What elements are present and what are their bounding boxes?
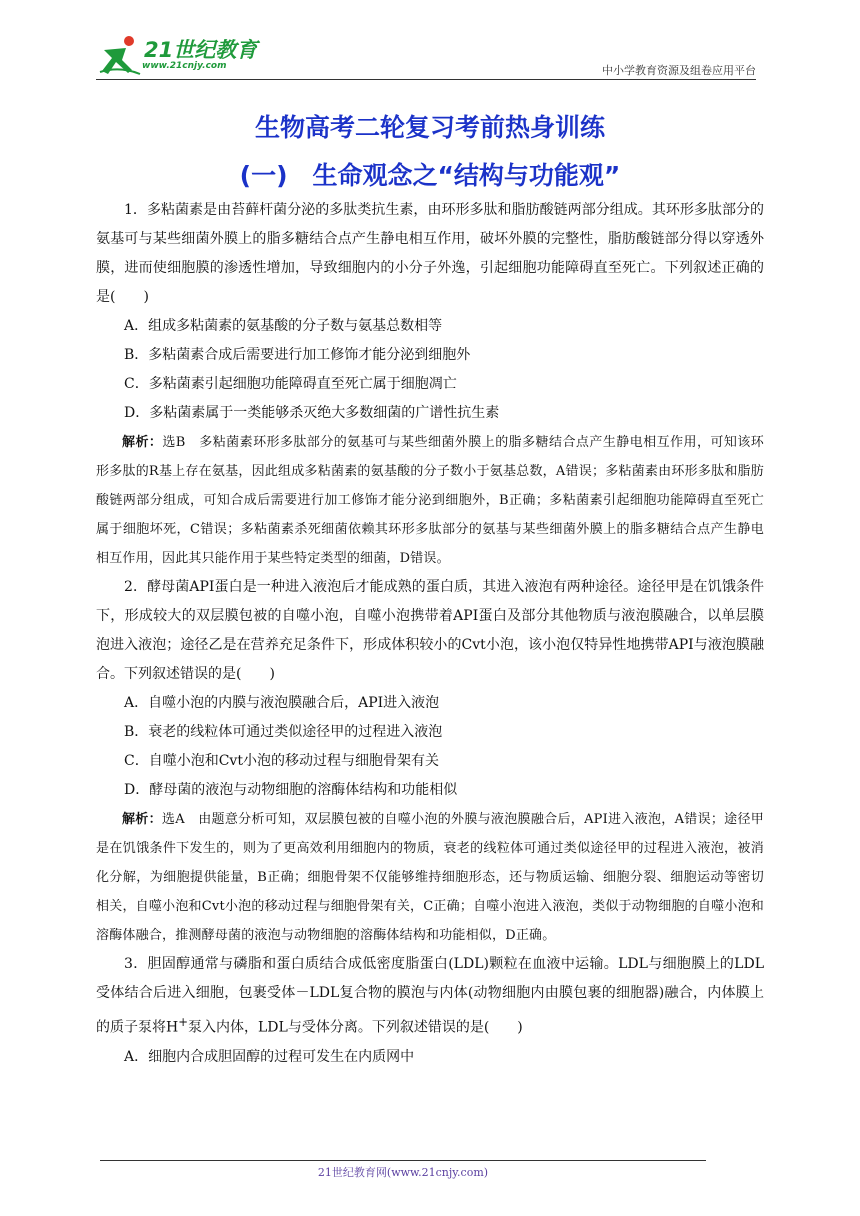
option-a: A．细胞内合成胆固醇的过程可发生在内质网中 [124,1048,415,1065]
footer-text: 21世纪教育网(www.21cnjy.com) [317,1166,489,1179]
document-subtitle: (一) 生命观念之“结构与功能观” [239,161,621,190]
header-divider [96,79,756,80]
logo-text: 21世纪教育 [144,38,258,62]
platform-name: 中小学教育资源及组卷应用平台 [602,64,756,77]
option-a: A．组成多粘菌素的氨基酸的分子数与氨基总数相等 [124,318,443,334]
option-b: B．多粘菌素合成后需要进行加工修饰才能分泌到细胞外 [124,347,471,363]
footer-divider [100,1160,706,1161]
option-d: D．酵母菌的液泡与动物细胞的溶酶体结构和功能相似 [124,782,458,798]
document-title: 生物高考二轮复习考前热身训练 [254,113,605,142]
question-content [96,196,764,1072]
analysis-label: 解析： [122,812,162,827]
question-stem: 2．酵母菌API蛋白是一种进入液泡后才能成熟的蛋白质，其进入液泡有两种途径。途径甲是在饥饿条件下，形成较大的双层膜包被的自噬小泡，自噬小泡携带着API蛋白及部分其他物质与液泡膜融合，以单层膜泡进入液泡；途径乙是在营养充足条件下，形成体积较小的Cvt小泡，该小泡仅特异性地携带API与液泡膜融合。下列叙述错误的是( ) [96,579,764,682]
page-header [0,0,860,82]
option-c: C．自噬小泡和Cvt小泡的移动过程与细胞骨架有关 [124,753,439,769]
analysis [96,805,764,950]
stem-part: 3．胆固醇通常与磷脂和蛋白质结合成低密度脂蛋白(LDL)颗粒在血液中运输。LDL与细胞膜上的LDL受体结合后进入细胞，包裹受体－LDL复合物的膜泡与内体(动物细胞内由膜包裹的细胞器)融合，内体膜上的质子泵将H [96,956,764,1036]
runner-logo-icon [96,34,144,78]
logo [96,34,256,78]
option-c: C．多粘菌素引起细胞功能障碍直至死亡属于细胞凋亡 [124,376,457,392]
question-stem [96,950,764,1043]
question-stem: 1．多粘菌素是由苔藓杆菌分泌的多肽类抗生素，由环形多肽和脂肪酸链两部分组成。其环形多肽部分的氨基可与某些细菌外膜上的脂多糖结合点产生静电相互作用，破坏外膜的完整性，脂肪酸链部分得以穿透外膜，进而使细胞膜的渗透性增加，导致细胞内的小分子外逸，引起细胞功能障碍直至死亡。下列叙述正确的是( ) [96,202,764,305]
superscript: + [178,1015,188,1029]
analysis-text: 选B 多粘菌素环形多肽部分的氨基可与某些细菌外膜上的脂多糖结合点产生静电相互作用，可知该环形多肽的R基上存在氨基，因此组成多粘菌素的氨基酸的分子数小于氨基总数，A错误；多粘菌素由环形多肽和脂肪酸链两部分组成，可知合成后需要进行加工修饰才能分泌到细胞外，B正确；多粘菌素引起细胞功能障碍直至死亡属于细胞坏死，C错误；多粘菌素杀死细菌依赖其环形多肽部分的氨基与某些细菌外膜上的脂多糖结合点产生静电相互作用，因此其只能作用于某些特定类型的细菌，D错误。 [96,435,764,566]
option-a: A．自噬小泡的内膜与液泡膜融合后，API进入液泡 [124,695,440,711]
analysis-label: 解析： [122,435,163,450]
stem-part: 泵入内体，LDL与受体分离。下列叙述错误的是( ) [188,1019,523,1036]
option-b: B．衰老的线粒体可通过类似途径甲的过程进入液泡 [124,724,443,740]
option-d: D．多粘菌素属于一类能够杀灭绝大多数细菌的广谱性抗生素 [124,405,500,421]
analysis [96,428,764,573]
logo-url: www.21cnjy.com [142,61,227,71]
analysis-text: 选A 由题意分析可知，双层膜包被的自噬小泡的外膜与液泡膜融合后，API进入液泡，A错误；途径甲是在饥饿条件下发生的，则为了更高效利用细胞内的物质，衰老的线粒体可通过类似途径甲的过程进入液泡，被消化分解，为细胞提供能量，B正确；细胞骨架不仅能够维持细胞形态，还与物质运输、细胞分裂、细胞运动等密切相关，自噬小泡和Cvt小泡的移动过程与细胞骨架有关，C正确；自噬小泡进入液泡，类似于动物细胞的自噬小泡和溶酶体融合，推测酵母菌的液泡与动物细胞的溶酶体结构和功能相似，D正确。 [96,812,764,943]
